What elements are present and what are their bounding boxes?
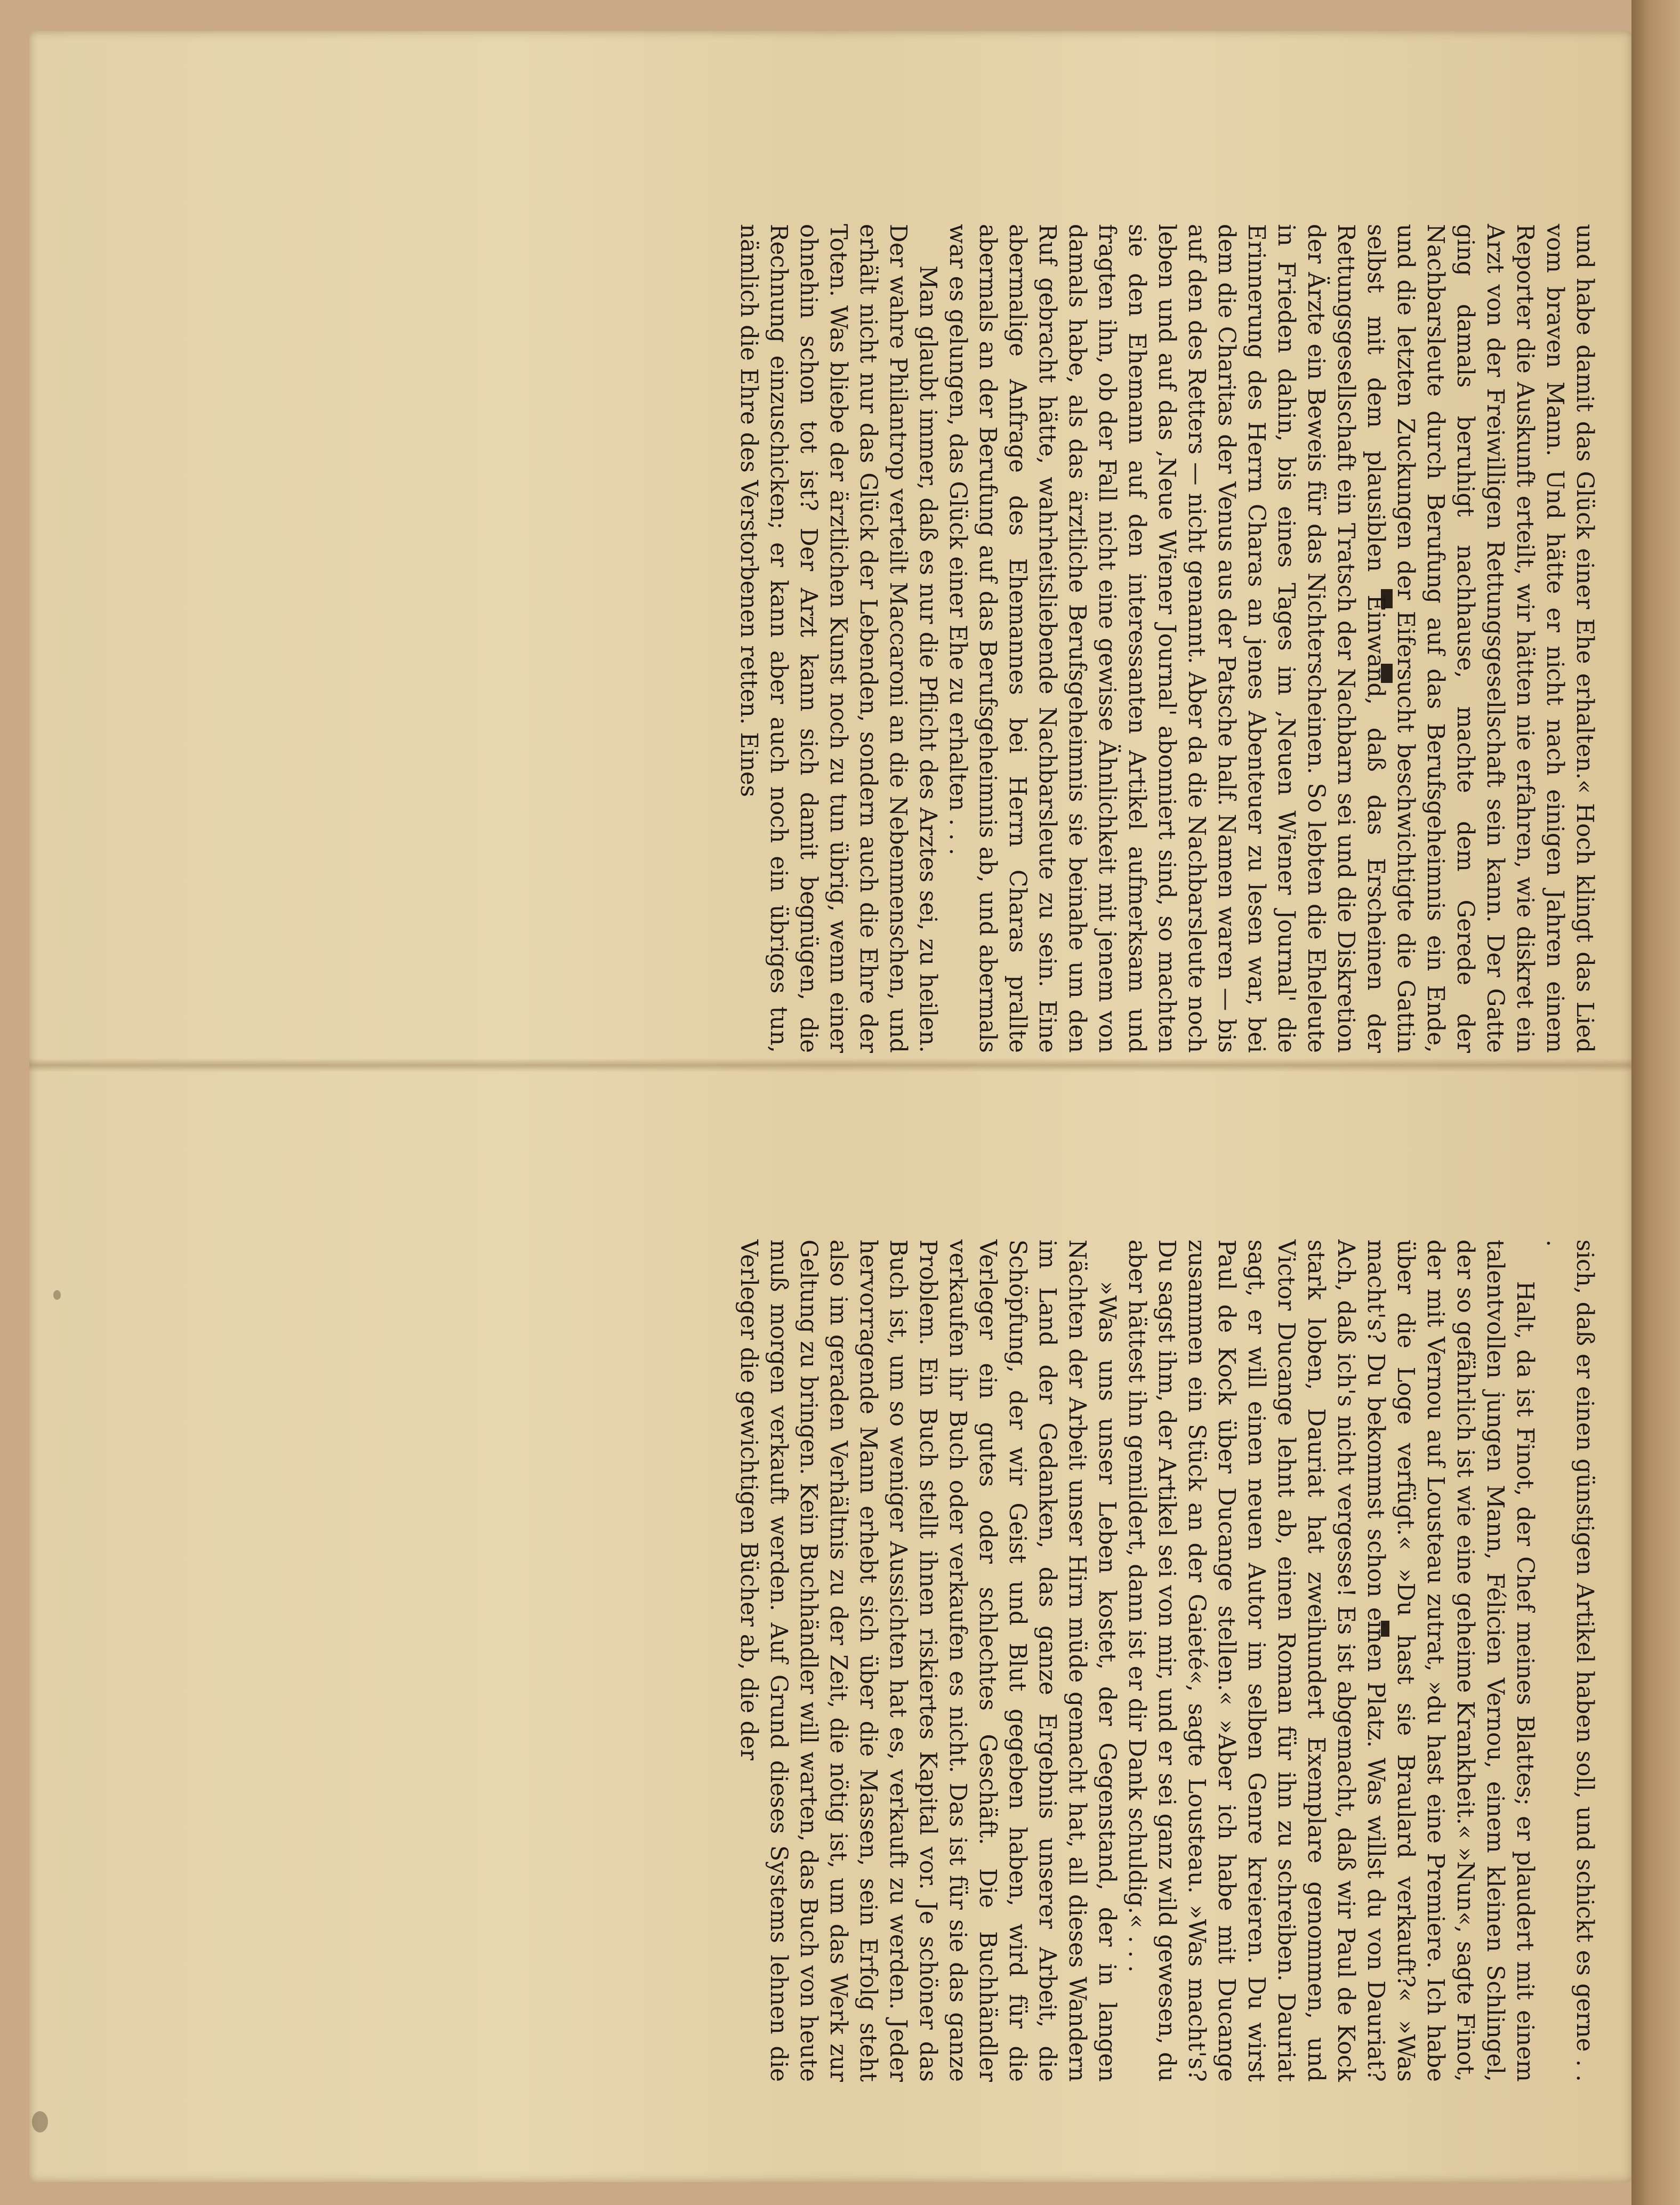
paragraph: sich, daß er einen günstigen Artikel haben soll, und schickt es gerne . . . (1541, 1240, 1598, 2082)
paragraph: Man glaubt immer, daß es nur die Pflicht des Arztes sei, zu heilen. Der wahre Philantrop verteilt Maccaroni an die Nebenmenschen, und erhält nicht nur das Glück der Lebenden, sondern auch die Ehre der Toten. Was bliebe der ärztlichen Kunst noch zu tun übrig, wenn einer ohnehin schon tot ist? Der Arzt kann sich damit begnügen, die Rechnung einzuschicken; er kann aber auch noch ein übriges tun, nämlich die Ehre des Verstorbenen retten. Eines (735, 224, 941, 1053)
center-fold (29, 1058, 1631, 1072)
paragraph: Halt, da ist Finot, der Chef meines Blattes; er plaudert mit einem talentvollen jungen Mann, Félicien Vernou, einem kleinen Schlingel, der so gefährlich ist wie eine geheime Krankheit.« »Nun«, sagte Finot, der mit Vernou auf Lousteau zutrat, »du hast eine Premiere. Ich habe über die Loge verfügt.« »Du hast sie Braulard verkauft?« »Was macht's? Du bekommst schon einen Platz. Was willst du von Dauriat? Ach, daß ich's nicht vergesse! Es ist abgemacht, daß wir Paul de Kock stark loben, Dauriat hat zweihundert Exemplare genommen, und Victor Ducange lehnt ab, einen Roman für ihn zu schreiben. Dauriat sagt, er will einen neuen Autor im selben Genre kreieren. Du wirst Paul de Kock über Ducange stellen.« »Aber ich habe mit Ducange zusammen ein Stück an der Gaieté«, sagte Lousteau. »Was macht's? Du sagst ihm, der Artikel sei von mir, und er sei ganz wild gewesen, du aber hättest ihn gemildert, dann ist er dir Dank schuldig.« . . . (1123, 1240, 1538, 2082)
ink-spot (53, 1290, 61, 1300)
text-column-right (734, 1240, 1599, 2082)
paragraph: und habe damit das Glück einer Ehe erhalten.« Hoch klingt das Lied vom braven Mann. Und hätte er nicht nach einigen Jahren einem Reporter die Auskunft erteilt, wir hätten nie erfahren, wie diskret ein Arzt von der Freiwilligen Rettungsgesellschaft sein kann. Der Gatte ging damals beruhigt nachhause, machte dem Gerede der Nachbarsleute durch Berufung auf das Berufsgeheimnis ein Ende, und die letzten Zuckungen der Eifersucht beschwichtigte die Gattin selbst mit dem plausiblen Einwand, daß das Erscheinen der Rettungsgesellschaft ein Tratsch der Nachbarn sei und die Diskretion der Ärzte ein Beweis für das Nichterscheinen. So lebten die Eheleute in Frieden dahin, bis eines Tages im ‚Neuen Wiener Journal' die Erinnerung des Herrn Charas an jenes Abenteuer zu lesen war, bei dem die Charitas der Venus aus der Patsche half. Namen waren — bis auf den des Retters — nicht genannt. Aber da die Nachbarsleute noch leben und auf das ‚Neue Wiener Journal' abonniert sind, so machten sie den Ehemann auf den interessanten Artikel aufmerksam und fragten ihn, ob der Fall nicht eine gewisse Ähnlichkeit mit jenem von damals habe, als das ärztliche Berufsgeheimnis sie beinahe um den Ruf gebracht hätte, wahrheitsliebende Nachbarsleute zu sein. Eine abermalige Anfrage des Ehemannes bei Herrn Charas prallte abermals an der Berufung auf das Berufsgeheimnis ab, und abermals war es gelungen, das Glück einer Ehe zu erhalten . . . (944, 224, 1598, 1053)
ink-spot (32, 2111, 48, 2132)
adjacent-page-edge (1631, 0, 1680, 2205)
text-column-left (734, 224, 1599, 1053)
paragraph: »Was uns unser Leben kostet, der Gegenstand, der in langen Nächten der Arbeit unser Hirn müde gemacht hat, all dieses Wandern im Land der Gedanken, das ganze Ergebnis unserer Arbeit, die Schöpfung, der wir Geist und Blut gegeben haben, wird für die Verleger ein gutes oder schlechtes Geschäft. Die Buchhändler verkaufen ihr Buch oder verkaufen es nicht. Das ist für sie das ganze Problem. Ein Buch stellt ihnen riskiertes Kapital vor. Je schöner das Buch ist, um so weniger Aussichten hat es, verkauft zu werden. Jeder hervorragende Mann erhebt sich über die Massen, sein Erfolg steht also im geraden Verhältnis zu der Zeit, die nötig ist, um das Werk zur Geltung zu bringen. Kein Buchhändler will warten, das Buch von heute muß morgen verkauft werden. Auf Grund dieses Systems lehnen die Verleger die gewichtigen Bücher ab, die der (735, 1240, 1120, 2082)
